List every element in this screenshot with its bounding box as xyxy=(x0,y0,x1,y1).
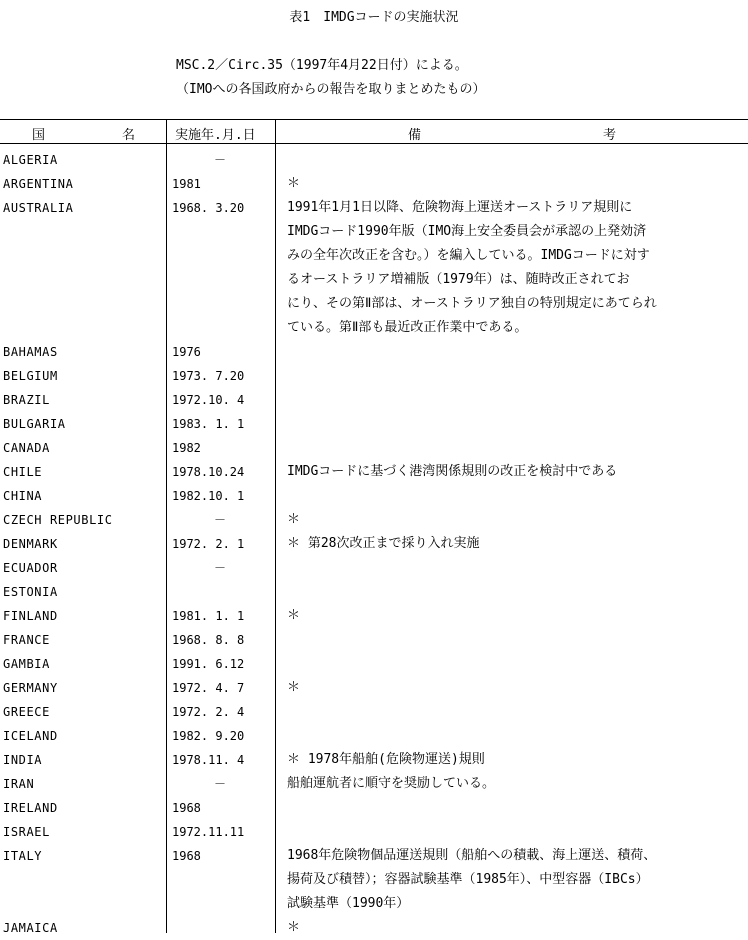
implementation-date: 1972.11.11 xyxy=(172,825,245,839)
header-date: 実施年.月.日 xyxy=(175,128,256,143)
remark-line: 船舶運航者に順守を奨励している。 xyxy=(287,776,496,791)
country-name: BAHAMAS xyxy=(3,345,58,359)
table-row xyxy=(0,916,748,940)
implementation-date: 1978.11. 4 xyxy=(172,753,245,767)
country-name: BELGIUM xyxy=(3,369,58,383)
remark-line: ＊ xyxy=(287,512,301,527)
implementation-date: 1972. 4. 7 xyxy=(172,681,245,695)
country-name: CHINA xyxy=(3,489,43,503)
country-name: ESTONIA xyxy=(3,585,58,599)
implementation-date: － xyxy=(213,513,226,527)
table-top-rule xyxy=(0,119,748,120)
implementation-date: 1972. 2. 1 xyxy=(172,537,245,551)
country-name: FINLAND xyxy=(3,609,58,623)
table-row xyxy=(0,772,748,796)
implementation-date: 1968 xyxy=(172,801,201,815)
implementation-date: 1983. 1. 1 xyxy=(172,417,245,431)
remarks-cell xyxy=(287,604,745,628)
header-country-b: 名 xyxy=(122,128,136,143)
remark-line: みの全年次改正を含む。）を編入している。IMDGコードに対す xyxy=(287,248,650,263)
remarks-cell xyxy=(287,676,745,700)
implementation-date: 1991. 6.12 xyxy=(172,657,245,671)
implementation-date: － xyxy=(213,561,226,575)
remarks-cell xyxy=(287,196,745,340)
remark-line: ＊ xyxy=(287,920,301,935)
implementation-date: 1968. 3.20 xyxy=(172,201,245,215)
table-row xyxy=(0,388,748,412)
remarks-cell xyxy=(287,532,745,556)
header-remarks-b: 考 xyxy=(603,128,617,143)
table-row xyxy=(0,676,748,700)
remarks-cell xyxy=(287,748,745,772)
remark-line: 試験基準（1990年） xyxy=(287,896,410,911)
header-remarks-a: 備 xyxy=(408,128,422,143)
country-name: ISRAEL xyxy=(3,825,50,839)
table-row xyxy=(0,700,748,724)
remark-line: IMDGコード1990年版（IMO海上安全委員会が承認の上発効済 xyxy=(287,224,647,239)
remark-line: るオーストラリア増補版（1979年）は、随時改正されてお xyxy=(287,272,630,287)
table-row xyxy=(0,340,748,364)
table-row xyxy=(0,556,748,580)
implementation-date: 1972.10. 4 xyxy=(172,393,245,407)
country-name: INDIA xyxy=(3,753,43,767)
remark-line: ＊ xyxy=(287,176,301,191)
header-country-a: 国 xyxy=(32,128,46,143)
country-name: BRAZIL xyxy=(3,393,50,407)
table-row xyxy=(0,628,748,652)
implementation-date: 1968. 8. 8 xyxy=(172,633,245,647)
source-description: （IMOへの各国政府からの報告を取りまとめたもの） xyxy=(176,82,486,97)
table-row xyxy=(0,580,748,604)
remark-line: 1968年危険物個品運送規則（船舶への積載、海上運送、積荷、 xyxy=(287,848,657,863)
implementation-date: 1981. 1. 1 xyxy=(172,609,245,623)
country-name: ICELAND xyxy=(3,729,58,743)
country-name: IRAN xyxy=(3,777,35,791)
country-name: CANADA xyxy=(3,441,50,455)
remarks-cell xyxy=(287,460,745,484)
remark-line: にり、その第Ⅱ部は、オーストラリア独自の特別規定にあてられ xyxy=(287,296,657,311)
country-name: FRANCE xyxy=(3,633,50,647)
country-name: GAMBIA xyxy=(3,657,50,671)
table-row xyxy=(0,724,748,748)
implementation-date: 1982 xyxy=(172,441,201,455)
remark-line: ＊ 第28次改正まで採り入れ実施 xyxy=(287,536,480,551)
remarks-cell xyxy=(287,916,745,940)
country-name: GREECE xyxy=(3,705,50,719)
table-row xyxy=(0,436,748,460)
remark-line: 揚荷及び積替）；容器試験基準（1985年）、中型容器（IBCs） xyxy=(287,872,649,887)
country-name: BULGARIA xyxy=(3,417,66,431)
table-row xyxy=(0,796,748,820)
implementation-date: 1972. 2. 4 xyxy=(172,705,245,719)
table-row xyxy=(0,172,748,196)
table-row xyxy=(0,196,748,340)
country-name: DENMARK xyxy=(3,537,58,551)
remark-line: ている。第Ⅱ部も最近改正作業中である。 xyxy=(287,320,528,335)
remark-line: ＊ 1978年船舶(危険物運送)規則 xyxy=(287,752,485,767)
remarks-cell xyxy=(287,172,745,196)
implementation-date: 1973. 7.20 xyxy=(172,369,245,383)
table-row xyxy=(0,604,748,628)
table-row xyxy=(0,484,748,508)
remarks-cell xyxy=(287,772,745,796)
country-name: AUSTRALIA xyxy=(3,201,74,215)
remarks-cell xyxy=(287,844,745,916)
table-row xyxy=(0,844,748,916)
table-row xyxy=(0,652,748,676)
table-row xyxy=(0,460,748,484)
country-name: IRELAND xyxy=(3,801,58,815)
implementation-date: 1982. 9.20 xyxy=(172,729,245,743)
implementation-date: 1978.10.24 xyxy=(172,465,245,479)
country-name: CHILE xyxy=(3,465,43,479)
implementation-table-body xyxy=(0,148,748,940)
remark-line: 1991年1月1日以降、危険物海上運送オーストラリア規則に xyxy=(287,200,633,215)
remarks-cell xyxy=(287,508,745,532)
table-row xyxy=(0,412,748,436)
remark-line: ＊ xyxy=(287,608,301,623)
table-row xyxy=(0,532,748,556)
table-row xyxy=(0,508,748,532)
remark-line: IMDGコードに基づく港湾関係規則の改正を検討中である xyxy=(287,464,618,479)
country-name: GERMANY xyxy=(3,681,58,695)
country-name: ECUADOR xyxy=(3,561,58,575)
remark-line: ＊ xyxy=(287,680,301,695)
country-name: CZECH REPUBLIC xyxy=(3,513,113,527)
table-row xyxy=(0,748,748,772)
implementation-date: － xyxy=(213,153,226,167)
table-row xyxy=(0,364,748,388)
country-name: JAMAICA xyxy=(3,921,58,935)
country-name: ITALY xyxy=(3,849,43,863)
table-row xyxy=(0,820,748,844)
country-name: ALGERIA xyxy=(3,153,58,167)
table-row xyxy=(0,148,748,172)
source-note: MSC.2／Circ.35（1997年4月22日付）による。 xyxy=(176,58,468,73)
implementation-date: 1976 xyxy=(172,345,201,359)
header-bottom-rule xyxy=(0,143,748,144)
implementation-date: 1981 xyxy=(172,177,201,191)
implementation-date: － xyxy=(213,777,226,791)
table-title: 表1 IMDGコードの実施状況 xyxy=(289,10,459,25)
country-name: ARGENTINA xyxy=(3,177,74,191)
implementation-date: 1968 xyxy=(172,849,201,863)
implementation-date: 1982.10. 1 xyxy=(172,489,245,503)
